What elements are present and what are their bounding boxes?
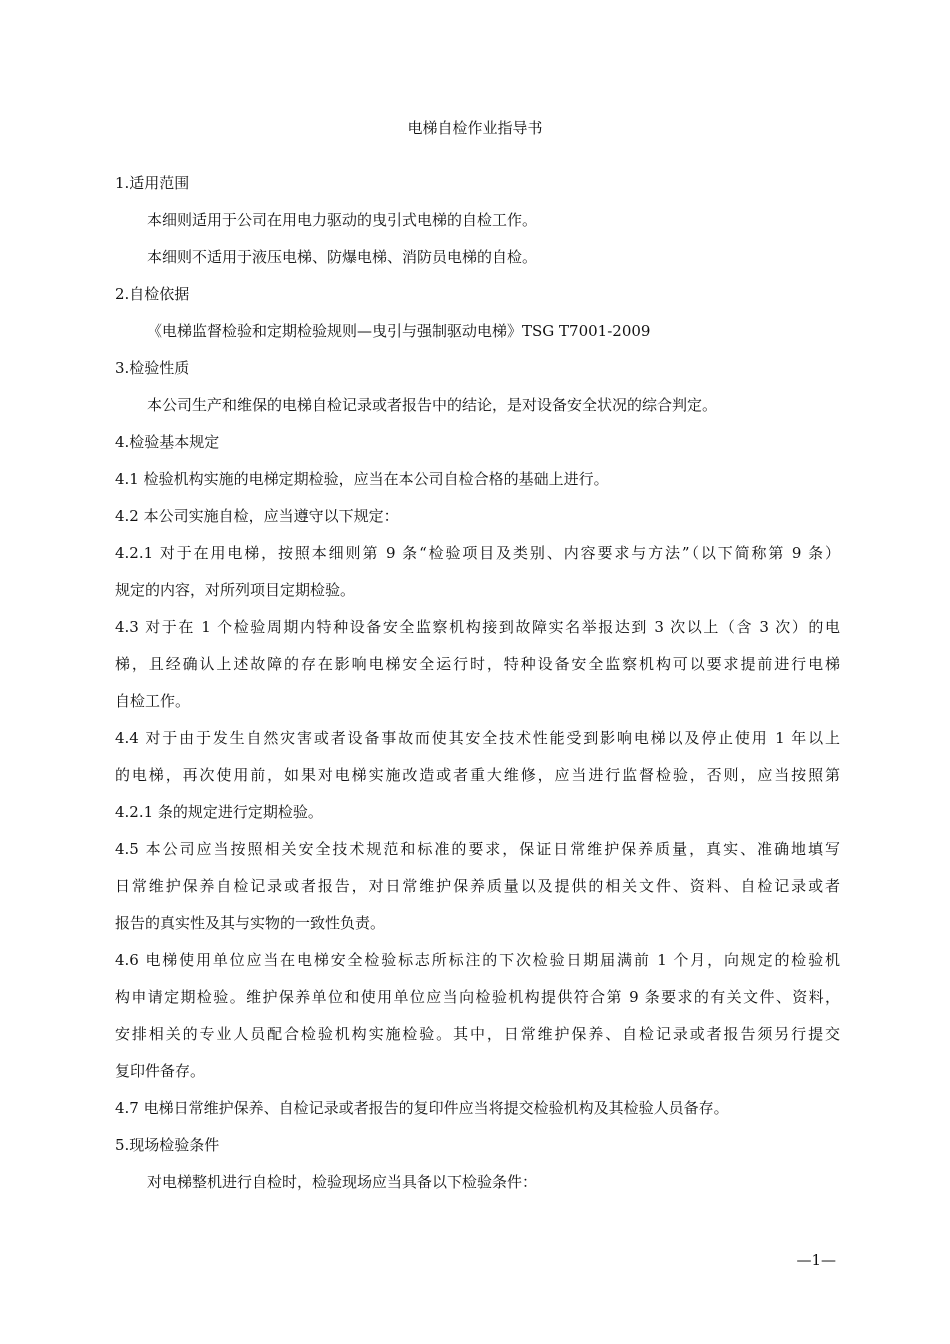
section-heading-basis: 2.自检依据 xyxy=(115,285,190,303)
paragraph-line: 报告的真实性及其与实物的一致性负责。 xyxy=(115,914,386,932)
paragraph-line: 自检工作。 xyxy=(115,692,191,710)
paragraph-line: 本公司生产和维保的电梯自检记录或者报告中的结论，是对设备安全状况的综合判定。 xyxy=(147,396,718,414)
section-heading-rules: 4.检验基本规定 xyxy=(115,433,220,451)
paragraph-line: 4.7 电梯日常维护保养、自检记录或者报告的复印件应当将提交检验机构及其检验人员备存。 xyxy=(115,1099,729,1117)
section-heading-conditions: 5.现场检验条件 xyxy=(115,1136,220,1154)
document-title: 电梯自检作业指导书 xyxy=(407,119,543,137)
paragraph-line: 的电梯，再次使用前，如果对电梯实施改造或者重大维修，应当进行监督检验，否则，应当按照第 xyxy=(115,766,840,784)
paragraph-line: 《电梯监督检验和定期检验规则—曳引与强制驱动电梯》TSG T7001-2009 xyxy=(147,322,651,340)
paragraph-line: 日常维护保养自检记录或者报告，对日常维护保养质量以及提供的相关文件、资料、自检记录或者 xyxy=(115,877,840,895)
paragraph-line: 构申请定期检验。维护保养单位和使用单位应当向检验机构提供符合第 9 条要求的有关文件、资料， xyxy=(115,988,840,1006)
paragraph-line: 规定的内容，对所列项目定期检验。 xyxy=(115,581,356,599)
paragraph-line: 4.2.1 条的规定进行定期检验。 xyxy=(115,803,323,821)
paragraph-line: 4.2 本公司实施自检，应当遵守以下规定： xyxy=(115,507,399,525)
paragraph-line: 复印件备存。 xyxy=(115,1062,206,1080)
paragraph-line: 对电梯整机进行自检时，检验现场应当具备以下检验条件： xyxy=(147,1173,538,1191)
page-number: —1— xyxy=(796,1251,836,1269)
paragraph-line: 本细则不适用于液压电梯、防爆电梯、消防员电梯的自检。 xyxy=(147,248,538,266)
section-heading-scope: 1.适用范围 xyxy=(115,174,190,192)
paragraph-line: 本细则适用于公司在用电力驱动的曳引式电梯的自检工作。 xyxy=(147,211,538,229)
paragraph-line: 安排相关的专业人员配合检验机构实施检验。其中，日常维护保养、自检记录或者报告须另行提交 xyxy=(115,1025,840,1043)
paragraph-line: 4.4 对于由于发生自然灾害或者设备事故而使其安全技术性能受到影响电梯以及停止使用 1 年以上 xyxy=(115,729,840,747)
paragraph-line: 梯，且经确认上述故障的存在影响电梯安全运行时，特种设备安全监察机构可以要求提前进行电梯 xyxy=(115,655,840,673)
paragraph-line: 4.3 对于在 1 个检验周期内特种设备安全监察机构接到故障实名举报达到 3 次以上（含 3 次）的电 xyxy=(115,618,840,636)
paragraph-line: 4.2.1 对于在用电梯，按照本细则第 9 条“检验项目及类别、内容要求与方法”（以下简称第 9 条） xyxy=(115,544,840,562)
paragraph-line: 4.1 检验机构实施的电梯定期检验，应当在本公司自检合格的基础上进行。 xyxy=(115,470,609,488)
paragraph-line: 4.5 本公司应当按照相关安全技术规范和标准的要求，保证日常维护保养质量，真实、准确地填写 xyxy=(115,840,840,858)
section-heading-nature: 3.检验性质 xyxy=(115,359,190,377)
paragraph-line: 4.6 电梯使用单位应当在电梯安全检验标志所标注的下次检验日期届满前 1 个月，向规定的检验机 xyxy=(115,951,840,969)
